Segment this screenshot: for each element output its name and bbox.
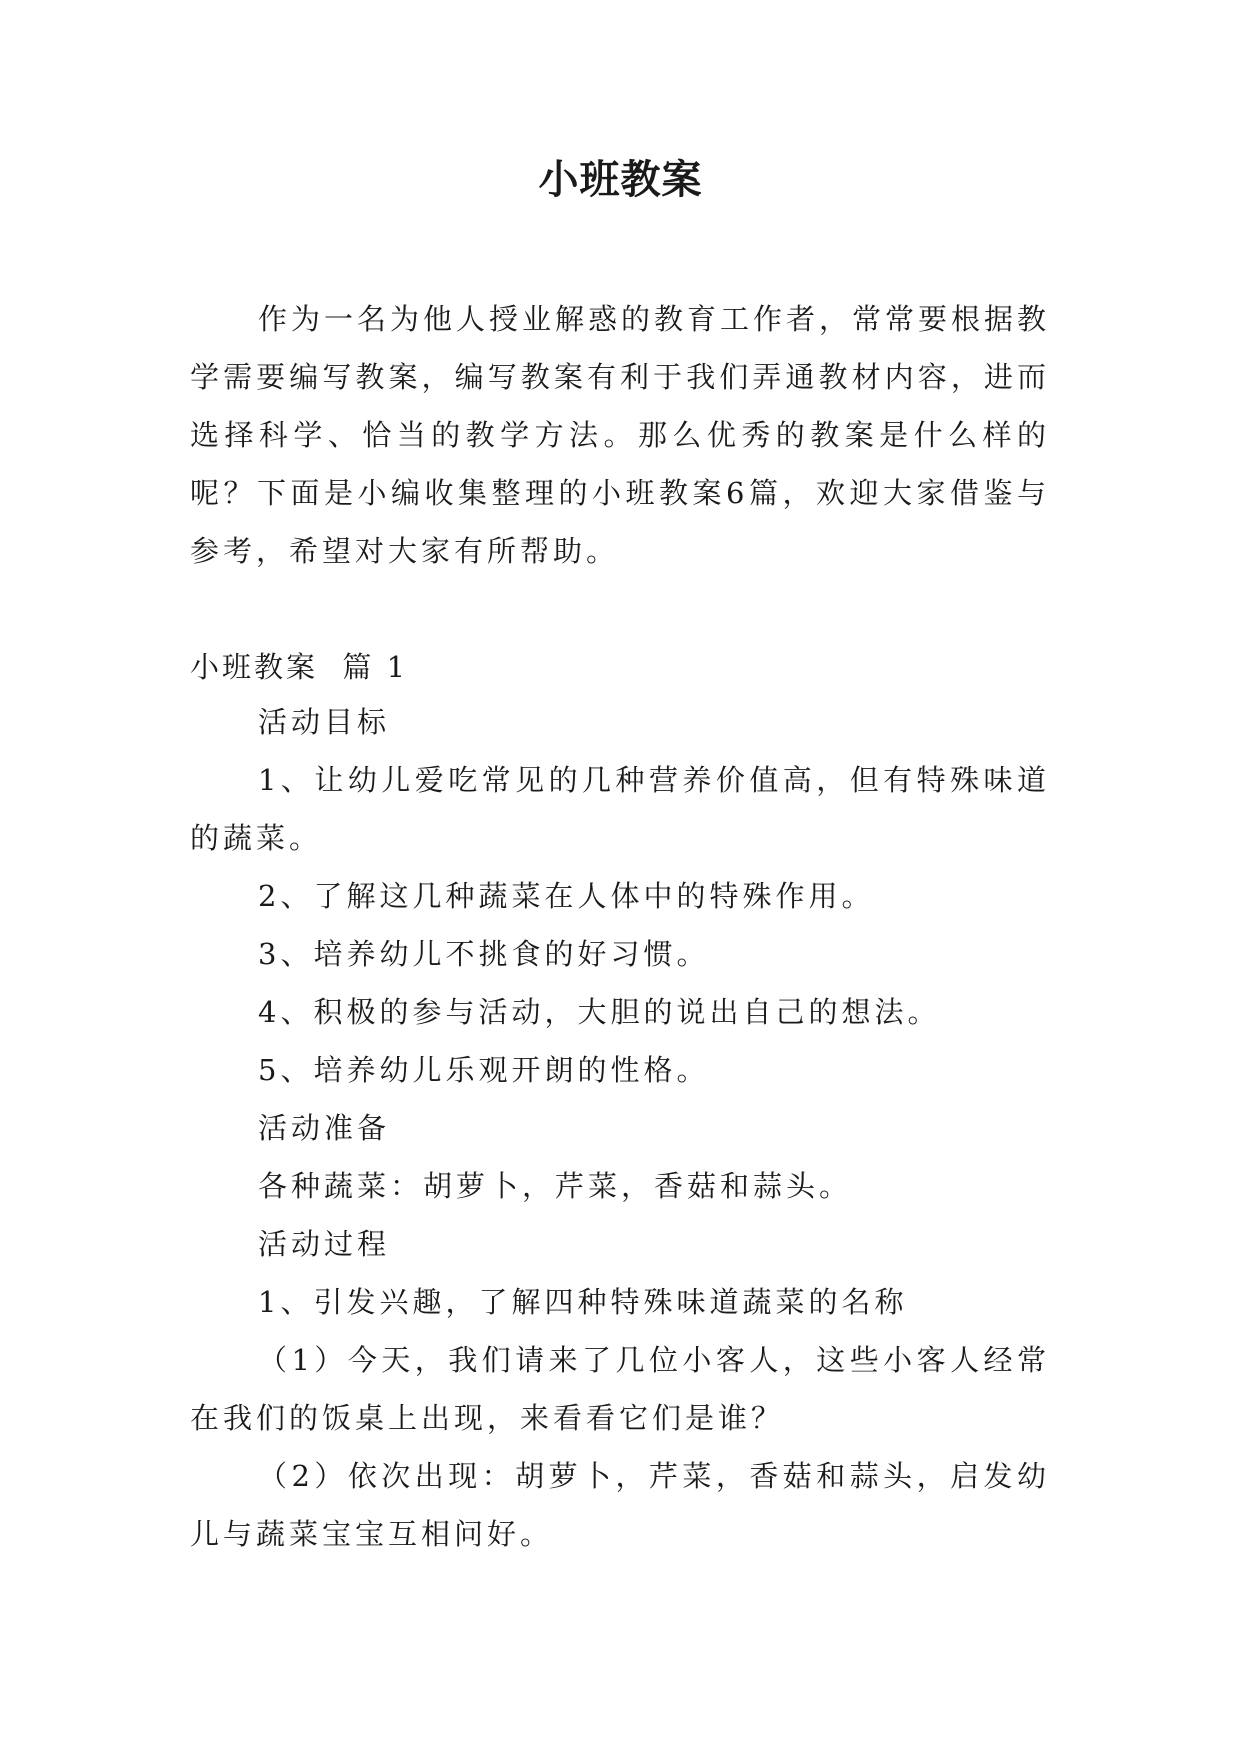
process-step-1: 1、引发兴趣，了解四种特殊味道蔬菜的名称 [258,1285,908,1319]
heading-activity-process: 活动过程 [258,1227,391,1261]
goal-item-3: 3、培养幼儿不挑食的好习惯。 [258,937,710,971]
intro-paragraph: 作为一名为他人授业解惑的教育工作者，常常要根据教学需要编写教案，编写教案有利于我们弄通教材内容，进而选择科学、恰当的教学方法。那么优秀的教案是什么样的呢？下面是小编收集整理的小班教案6篇，欢迎大家借鉴与参考，希望对大家有所帮助。 [190,302,1051,568]
heading-activity-preparation: 活动准备 [258,1111,391,1145]
preparation-text: 各种蔬菜：胡萝卜，芹菜，香菇和蒜头。 [258,1169,853,1203]
section-heading: 小班教案 篇 1 [190,650,409,684]
goal-item-5: 5、培养幼儿乐观开朗的性格。 [258,1053,710,1087]
document-title: 小班教案 [538,157,703,203]
goal-item-4: 4、积极的参与活动，大胆的说出自己的想法。 [258,995,941,1029]
lesson-body [190,693,1050,1563]
process-substep-1: （1）今天，我们请来了几位小客人，这些小客人经常在我们的饭桌上出现，来看看它们是谁？ [190,1343,1050,1435]
heading-activity-goals: 活动目标 [258,705,391,739]
process-substep-2: （2）依次出现：胡萝卜，芹菜，香菇和蒜头，启发幼儿与蔬菜宝宝互相问好。 [190,1459,1050,1551]
goal-item-1: 1、让幼儿爱吃常见的几种营养价值高，但有特殊味道的蔬菜。 [190,763,1050,855]
goal-item-2: 2、了解这几种蔬菜在人体中的特殊作用。 [258,879,875,913]
